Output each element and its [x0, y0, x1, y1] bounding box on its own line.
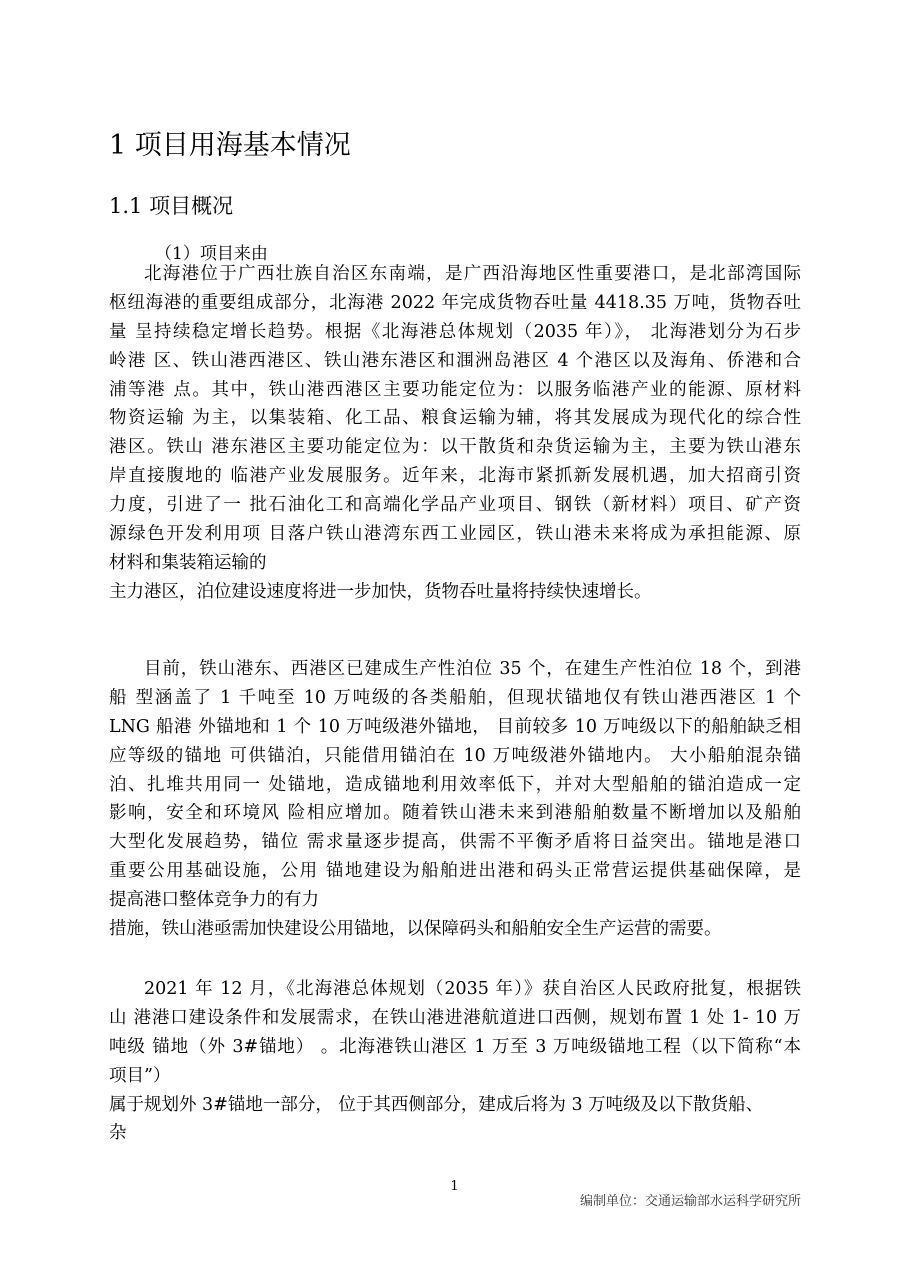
page-number: 1 [450, 1179, 459, 1194]
paragraph-line: 杂 [109, 1123, 127, 1144]
paragraph-line: 项目”） [109, 1065, 171, 1086]
chapter-heading: 1 项目用海基本情况 [109, 130, 351, 161]
paragraph-line: LNG 船港 外锚地和 1 个 10 万吨级港外锚地， 目前较多 10 万吨级以下的船舶缺乏相 [109, 716, 801, 737]
paragraph-line: 泊、扎堆共用同一 处锚地，造成锚地利用效率低下，并对大型船舶的锚泊造成一定 [109, 774, 801, 795]
paragraph-line: 北海港位于广西壮族自治区东南端，是广西沿海地区性重要港口，是北部湾国际 [144, 264, 801, 284]
paragraph-line: 枢纽海港的重要组成部分，北海港 2022 年完成货物吞吐量 4418.35 万吨，货物吞吐 [109, 292, 801, 313]
paragraph-line: 浦等港 点。其中，铁山港西港区主要功能定位为：以服务临港产业的能源、原材料 [109, 379, 801, 400]
paragraph-line: 重要公用基础设施，公用 锚地建设为船舶进出港和码头正常营运提供基础保障，是 [109, 861, 801, 882]
paragraph-project-origin [109, 260, 801, 607]
paragraph-line: 港区。铁山 港东港区主要功能定位为：以干散货和杂货运输为主，主要为铁山港东 [109, 437, 801, 458]
paragraph-line: 力度，引进了一 批石油化工和高端化学品产业项目、钢铁（新材料）项目、矿产资 [109, 495, 801, 516]
paragraph-line: 大型化发展趋势，锚位 需求量逐步提高，供需不平衡矛盾将日益突出。锚地是港口 [109, 832, 801, 853]
paragraph-line: 2021 年 12 月，《北海港总体规划（2035 年）》获自治区人民政府批复，根据铁 [144, 979, 801, 999]
paragraph-line: 物资运输 为主，以集装箱、化工品、粮食运输为辅，将其发展成为现代化的综合性 [109, 408, 801, 429]
paragraph-line: 措施，铁山港亟需加快建设公用锚地，以保障码头和船舶安全生产运营的需要。 [109, 919, 722, 940]
paragraph-line: 主力港区，泊位建设速度将进一步加快，货物吞吐量将持续快速增长。 [109, 581, 652, 602]
paragraph-line: 山 港港口建设条件和发展需求，在铁山港进港航道进口西侧，规划布置 1 处 1- 10 万 [109, 1007, 801, 1028]
paragraph-line: 影响，安全和环境风 险相应增加。随着铁山港未来到港船舶数量不断增加以及船舶 [109, 803, 801, 824]
paragraph-line: 目前，铁山港东、西港区已建成生产性泊位 35 个，在建生产性泊位 18 个，到港 [144, 659, 801, 679]
paragraph-anchorage-status [109, 655, 801, 944]
paragraph-line: 应等级的锚地 可供锚泊，只能借用锚泊在 10 万吨级港外锚地内。 大小船舶混杂锚 [109, 745, 801, 766]
section-heading: 1.1 项目概况 [109, 194, 234, 218]
footer-compiling-unit: 编制单位：交通运输部水运科学研究所 [579, 1194, 801, 1209]
paragraph-line: 吨级 锚地（外 3#锚地） 。北海港铁山港区 1 万至 3 万吨级锚地工程（以下简称“本 [109, 1036, 801, 1057]
paragraph-line: 源绿色开发利用项 目落户铁山港湾东西工业园区，铁山港未来将成为承担能源、原 [109, 524, 801, 545]
paragraph-line: 量 呈持续稳定增长趋势。根据《北海港总体规划（2035 年）》， 北海港划分为石步 [109, 321, 801, 342]
paragraph-line: 属于规划外 3#锚地一部分， 位于其西侧部分，建成后将为 3 万吨级及以下散货船、 [109, 1094, 764, 1115]
paragraph-line: 岸直接腹地的 临港产业发展服务。近年来，北海市紧抓新发展机遇，加大招商引资 [109, 466, 801, 487]
paragraph-planning-approval [109, 975, 801, 1148]
paragraph-line: 岭港 区、铁山港西港区、铁山港东港区和涠洲岛港区 4 个港区以及海角、侨港和合 [109, 350, 801, 371]
paragraph-line: 船 型涵盖了 1 千吨至 10 万吨级的各类船舶，但现状锚地仅有铁山港西港区 1 个 [109, 687, 801, 708]
paragraph-line: 材料和集装箱运输的 [109, 552, 267, 573]
subsection-heading: （1）项目来由 [155, 244, 268, 264]
paragraph-line: 提高港口整体竞争力的有力 [109, 890, 319, 911]
